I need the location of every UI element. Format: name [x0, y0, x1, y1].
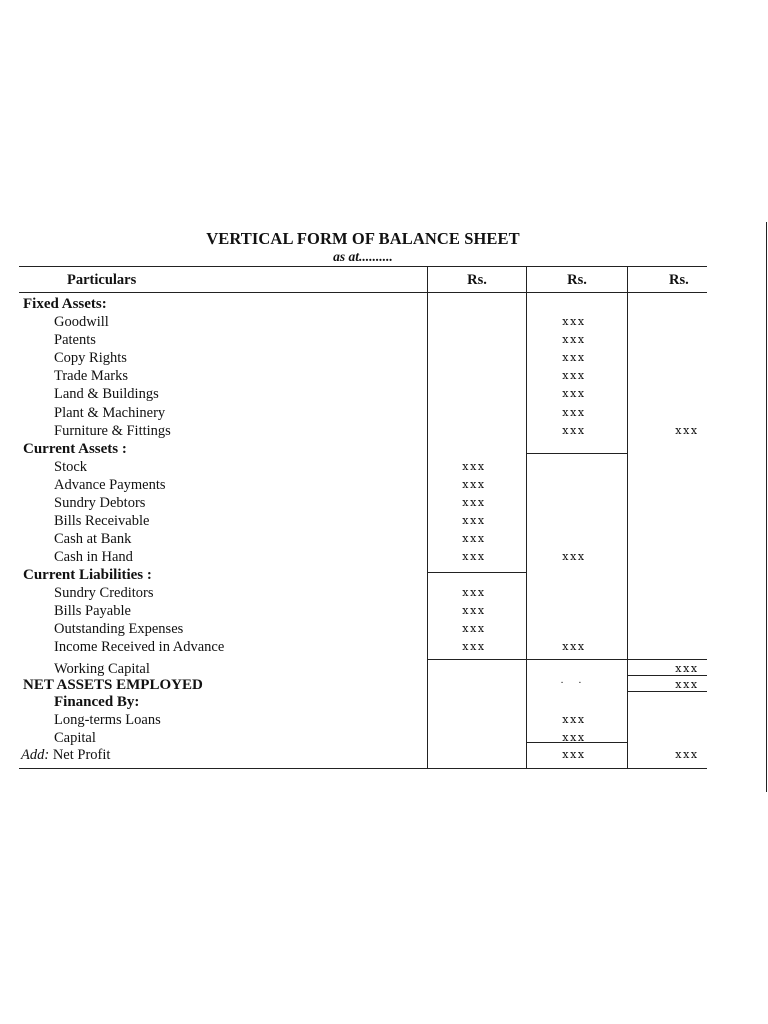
table-row	[19, 530, 707, 548]
row-label: Patents	[54, 332, 96, 348]
amount-cell-col1: xxx	[462, 604, 486, 617]
row-label: Financed By:	[54, 694, 140, 710]
amount-cell-col2: xxx	[562, 333, 586, 346]
row-label: Bills Receivable	[54, 513, 150, 529]
amount-cell-col2: xxx	[562, 424, 586, 437]
row-label: Trade Marks	[54, 368, 128, 384]
table-row	[19, 404, 707, 422]
table-row	[19, 349, 707, 367]
table-row	[19, 385, 707, 403]
row-label: Current Assets :	[23, 441, 127, 457]
row-label: Cash in Hand	[54, 549, 133, 565]
amount-cell-col1: xxx	[462, 478, 486, 491]
table-row	[19, 422, 707, 440]
row-label: Working Capital	[54, 661, 150, 677]
row-label: Bills Payable	[54, 603, 131, 619]
amount-cell-col2: xxx	[562, 351, 586, 364]
row-label: Cash at Bank	[54, 531, 132, 547]
table-row	[19, 458, 707, 476]
amount-cell-col2: xxx	[562, 406, 586, 419]
row-label: Land & Buildings	[54, 386, 159, 402]
row-label: Current Liabilities :	[23, 567, 152, 583]
table-row	[19, 676, 707, 694]
amount-cell-col2: xxx	[562, 387, 586, 400]
amount-cell-col1: xxx	[462, 514, 486, 527]
table-row	[19, 494, 707, 512]
table-row	[19, 584, 707, 602]
row-label: Sundry Creditors	[54, 585, 154, 601]
table-row	[19, 602, 707, 620]
table-row	[19, 313, 707, 331]
row-label: Long-terms Loans	[54, 712, 161, 728]
row-label: Furniture & Fittings	[54, 423, 171, 439]
table-row	[19, 566, 707, 584]
table-row	[19, 367, 707, 385]
amount-cell-col1: xxx	[462, 586, 486, 599]
amount-cell-col1: xxx	[462, 496, 486, 509]
row-label: Income Received in Advance	[54, 639, 225, 655]
row-label: NET ASSETS EMPLOYED	[23, 677, 203, 693]
amount-cell-col2: xxx	[562, 369, 586, 382]
table-row	[19, 746, 707, 764]
table-row	[19, 548, 707, 566]
amount-cell-col1: xxx	[462, 460, 486, 473]
row-label: Fixed Assets:	[23, 296, 107, 312]
row-label: Stock	[54, 459, 88, 475]
amount-cell-col1: xxx	[462, 640, 486, 653]
header-bottom-rule	[19, 292, 707, 293]
amount-cell-col1: xxx	[462, 622, 486, 635]
table-row	[19, 729, 707, 747]
table-row	[19, 638, 707, 656]
row-label	[21, 746, 110, 764]
row-label: Outstanding Expenses	[54, 621, 184, 637]
amount-cell-col2: xxx	[562, 550, 586, 563]
amount-cell-col1: xxx	[462, 550, 486, 563]
placeholder-dots: · ·	[560, 678, 588, 689]
page-right-border	[766, 222, 767, 792]
header-rs-1: Rs.	[467, 272, 487, 288]
table-row	[19, 331, 707, 349]
row-label: Goodwill	[54, 314, 109, 330]
amount-cell-col3: xxx	[675, 748, 699, 761]
amount-cell-col2: xxx	[562, 315, 586, 328]
row-label: Plant & Machinery	[54, 405, 166, 421]
row-label: Sundry Debtors	[54, 495, 146, 511]
document-title: VERTICAL FORM OF BALANCE SHEET	[206, 229, 520, 248]
document-subtitle: as at..........	[333, 249, 393, 264]
amount-cell-col3: xxx	[675, 662, 699, 675]
amount-cell-col2: xxx	[562, 731, 586, 744]
table-row	[19, 711, 707, 729]
table-row	[19, 693, 707, 711]
table-row	[19, 295, 707, 313]
header-particulars: Particulars	[67, 272, 137, 288]
table-row	[19, 620, 707, 638]
balance-sheet-table	[19, 266, 707, 769]
amount-cell-col2: xxx	[562, 748, 586, 761]
table-row	[19, 440, 707, 458]
amount-cell-col2: xxx	[562, 713, 586, 726]
row-label: Capital	[54, 730, 96, 746]
table-row	[19, 512, 707, 530]
row-label: Advance Payments	[54, 477, 166, 493]
table-bottom-rule	[19, 768, 707, 769]
row-label: Copy Rights	[54, 350, 127, 366]
header-rs-2: Rs.	[567, 272, 587, 288]
table-top-rule	[19, 266, 707, 267]
row-label-prefix: Add:	[21, 747, 50, 763]
amount-cell-col3: xxx	[675, 678, 699, 691]
table-row	[19, 476, 707, 494]
header-rs-3: Rs.	[669, 272, 689, 288]
amount-cell-col3: xxx	[675, 424, 699, 437]
amount-cell-col1: xxx	[462, 532, 486, 545]
row-label-text: Net Profit	[52, 747, 111, 763]
amount-cell-col2: xxx	[562, 640, 586, 653]
